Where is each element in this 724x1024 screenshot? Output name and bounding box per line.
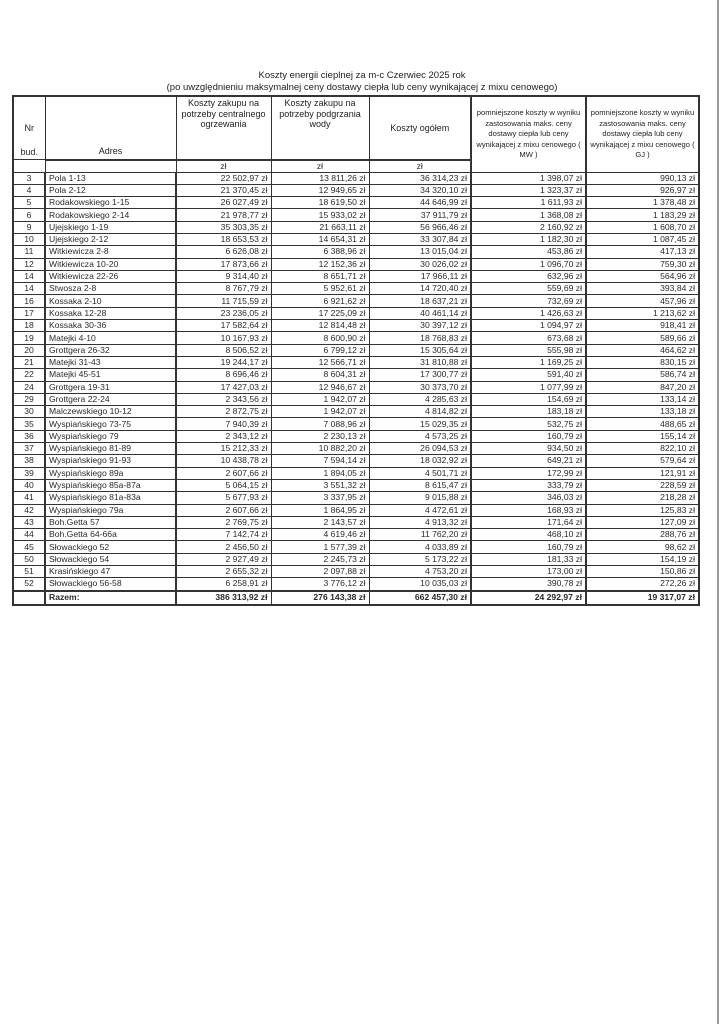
- cell-cwu: 12 949,65 zł: [271, 184, 369, 196]
- cell-total: 10 035,03 zł: [369, 578, 471, 591]
- cell-cwu: 8 604,31 zł: [271, 369, 369, 381]
- cell-total: 4 033,89 zł: [369, 541, 471, 553]
- cell-cwu: 6 388,96 zł: [271, 246, 369, 258]
- totals-total: 662 457,30 zł: [369, 591, 471, 605]
- cell-total: 30 026,02 zł: [369, 258, 471, 270]
- cell-mw: 632,96 zł: [471, 270, 586, 282]
- cell-total: 4 472,61 zł: [369, 504, 471, 516]
- cell-mw: 160,79 zł: [471, 541, 586, 553]
- cell-mw: 468,10 zł: [471, 529, 586, 541]
- table-row: [13, 381, 699, 393]
- cell-total: 18 768,83 zł: [369, 332, 471, 344]
- totals-co: 386 313,92 zł: [176, 591, 271, 605]
- cell-address: Kossaka 30-36: [45, 320, 176, 332]
- cell-nr: 10: [13, 233, 45, 245]
- cell-cwu: 3 776,12 zł: [271, 578, 369, 591]
- cell-mw: 1 323,37 zł: [471, 184, 586, 196]
- cell-address: Krasińskiego 47: [45, 566, 176, 578]
- cell-nr: 42: [13, 504, 45, 516]
- cell-cwu: 2 143,57 zł: [271, 516, 369, 528]
- table-body: [13, 172, 699, 605]
- cell-address: Pola 2-12: [45, 184, 176, 196]
- cell-co: 5 677,93 zł: [176, 492, 271, 504]
- cell-mw: 183,18 zł: [471, 406, 586, 418]
- cell-cwu: 14 654,31 zł: [271, 233, 369, 245]
- cell-cwu: 18 619,50 zł: [271, 197, 369, 209]
- cell-co: 2 343,12 zł: [176, 430, 271, 442]
- cell-co: 35 303,35 zł: [176, 221, 271, 233]
- cell-address: Wyspiańskiego 79: [45, 430, 176, 442]
- totals-cwu: 276 143,38 zł: [271, 591, 369, 605]
- cell-mw: 1 169,25 zł: [471, 356, 586, 368]
- table-row: [13, 529, 699, 541]
- header-cwu-costs: Koszty zakupu na potrzeby podgrzania wody: [271, 96, 369, 160]
- document-subtitle: (po uwzględnieniu maksymalnej ceny dostawy ciepła lub ceny wynikającej z mixu cenowego): [166, 82, 558, 93]
- cell-cwu: 7 088,96 zł: [271, 418, 369, 430]
- cell-mw: 154,69 zł: [471, 393, 586, 405]
- cell-gj: 98,62 zł: [586, 541, 699, 553]
- cell-mw: 1 094,97 zł: [471, 320, 586, 332]
- cell-cwu: 17 225,09 zł: [271, 307, 369, 319]
- cell-address: Grottgera 19-31: [45, 381, 176, 393]
- cell-gj: 218,28 zł: [586, 492, 699, 504]
- cell-address: Kossaka 2-10: [45, 295, 176, 307]
- cell-total: 15 305,64 zł: [369, 344, 471, 356]
- cell-total: 4 285,63 zł: [369, 393, 471, 405]
- cell-cwu: 4 619,46 zł: [271, 529, 369, 541]
- cell-cwu: 21 663,11 zł: [271, 221, 369, 233]
- cell-co: 17 873,66 zł: [176, 258, 271, 270]
- cell-cwu: 2 097,88 zł: [271, 566, 369, 578]
- cell-address: Witkiewicza 22-26: [45, 270, 176, 282]
- cell-nr: 38: [13, 455, 45, 467]
- cell-address: Wyspiańskiego 85a-87a: [45, 479, 176, 491]
- cell-co: 2 607,66 zł: [176, 467, 271, 479]
- cell-mw: 1 182,30 zł: [471, 233, 586, 245]
- cell-nr: 50: [13, 553, 45, 565]
- cell-nr: 22: [13, 369, 45, 381]
- cell-co: 7 142,74 zł: [176, 529, 271, 541]
- cell-gj: 155,14 zł: [586, 430, 699, 442]
- cell-cwu: 12 566,71 zł: [271, 356, 369, 368]
- totals-gj: 19 317,07 zł: [586, 591, 699, 605]
- cell-mw: 532,75 zł: [471, 418, 586, 430]
- cell-address: Matejki 4-10: [45, 332, 176, 344]
- cell-co: 2 343,56 zł: [176, 393, 271, 405]
- table-row: [13, 295, 699, 307]
- cell-address: Malczewskiego 10-12: [45, 406, 176, 418]
- table-row: [13, 258, 699, 270]
- table-row: [13, 443, 699, 455]
- cell-co: 2 607,66 zł: [176, 504, 271, 516]
- cell-mw: 160,79 zł: [471, 430, 586, 442]
- cell-mw: 1 368,08 zł: [471, 209, 586, 221]
- page-edge-line: [717, 0, 719, 1024]
- cell-address: Wyspiańskiego 81-89: [45, 443, 176, 455]
- cell-nr: 35: [13, 418, 45, 430]
- cell-gj: 918,41 zł: [586, 320, 699, 332]
- cell-gj: 125,83 zł: [586, 504, 699, 516]
- cell-total: 56 966,46 zł: [369, 221, 471, 233]
- cell-mw: 1 398,07 zł: [471, 172, 586, 184]
- cell-nr: 44: [13, 529, 45, 541]
- cell-gj: 1 087,45 zł: [586, 233, 699, 245]
- cell-address: Ujejskiego 2-12: [45, 233, 176, 245]
- header-reduced-gj: pomniejszone koszty w wyniku zastosowania maks. ceny dostawy ciepła lub ceny wynikającej z mixu cenowego ( GJ ): [586, 96, 699, 172]
- cell-cwu: 3 551,32 zł: [271, 479, 369, 491]
- cell-nr: 21: [13, 356, 45, 368]
- cell-co: 15 212,33 zł: [176, 443, 271, 455]
- cell-address: Pola 1-13: [45, 172, 176, 184]
- cell-cwu: 12 946,67 zł: [271, 381, 369, 393]
- cell-address: Matejki 45-51: [45, 369, 176, 381]
- cell-nr: 29: [13, 393, 45, 405]
- table-row: [13, 184, 699, 196]
- cell-gj: 457,96 zł: [586, 295, 699, 307]
- cell-gj: 272,26 zł: [586, 578, 699, 591]
- costs-table: [12, 95, 700, 606]
- cell-mw: 390,78 zł: [471, 578, 586, 591]
- cell-nr: 9: [13, 221, 45, 233]
- cell-nr: 24: [13, 381, 45, 393]
- cell-nr: 19: [13, 332, 45, 344]
- cell-nr: 4: [13, 184, 45, 196]
- cell-cwu: 6 799,12 zł: [271, 344, 369, 356]
- cell-total: 18 637,21 zł: [369, 295, 471, 307]
- header-nr: Nr: [13, 96, 45, 160]
- table-row: [13, 233, 699, 245]
- cell-gj: 564,96 zł: [586, 270, 699, 282]
- cell-total: 14 720,40 zł: [369, 283, 471, 295]
- cell-mw: 172,99 zł: [471, 467, 586, 479]
- cell-gj: 822,10 zł: [586, 443, 699, 455]
- cell-co: 2 655,32 zł: [176, 566, 271, 578]
- cell-mw: 333,79 zł: [471, 479, 586, 491]
- cell-total: 33 307,84 zł: [369, 233, 471, 245]
- units-nr-bud: bud.: [13, 160, 45, 173]
- table-row: [13, 344, 699, 356]
- cell-address: Rodakowskiego 1-15: [45, 197, 176, 209]
- cell-gj: 847,20 zł: [586, 381, 699, 393]
- cell-gj: 589,66 zł: [586, 332, 699, 344]
- cell-gj: 579,64 zł: [586, 455, 699, 467]
- cell-nr: 14: [13, 270, 45, 282]
- cell-nr: 3: [13, 172, 45, 184]
- table-row: [13, 566, 699, 578]
- cell-cwu: 1 894,05 zł: [271, 467, 369, 479]
- cell-gj: 926,97 zł: [586, 184, 699, 196]
- cell-address: Słowackiego 56-58: [45, 578, 176, 591]
- cell-co: 9 314,40 zł: [176, 270, 271, 282]
- table-row: [13, 541, 699, 553]
- cell-total: 26 094,53 zł: [369, 443, 471, 455]
- table-row: [13, 393, 699, 405]
- cell-nr: 11: [13, 246, 45, 258]
- units-address-empty: [45, 160, 176, 173]
- table-row: [13, 504, 699, 516]
- cell-nr: 39: [13, 467, 45, 479]
- cell-gj: 417,13 zł: [586, 246, 699, 258]
- cell-mw: 181,33 zł: [471, 553, 586, 565]
- cell-total: 37 911,79 zł: [369, 209, 471, 221]
- cell-mw: 1 611,93 zł: [471, 197, 586, 209]
- cell-gj: 154,19 zł: [586, 553, 699, 565]
- cell-cwu: 1 942,07 zł: [271, 406, 369, 418]
- cell-nr: 12: [13, 258, 45, 270]
- cell-cwu: 1 864,95 zł: [271, 504, 369, 516]
- table-row: [13, 307, 699, 319]
- cell-gj: 150,86 zł: [586, 566, 699, 578]
- table-row: [13, 553, 699, 565]
- cell-nr: 16: [13, 295, 45, 307]
- table-row: [13, 270, 699, 282]
- cell-total: 4 573,25 zł: [369, 430, 471, 442]
- cell-co: 8 506,52 zł: [176, 344, 271, 356]
- cell-gj: 488,65 zł: [586, 418, 699, 430]
- cell-co: 6 626,08 zł: [176, 246, 271, 258]
- totals-label: Razem:: [45, 591, 176, 605]
- units-total: zł: [369, 160, 471, 173]
- cell-address: Grottgera 22-24: [45, 393, 176, 405]
- table-row: [13, 578, 699, 591]
- table-row: [13, 221, 699, 233]
- cell-co: 17 582,64 zł: [176, 320, 271, 332]
- table-row: [13, 406, 699, 418]
- cell-co: 19 244,17 zł: [176, 356, 271, 368]
- cell-address: Boh.Getta 64-66a: [45, 529, 176, 541]
- cell-nr: 43: [13, 516, 45, 528]
- cell-total: 4 501,71 zł: [369, 467, 471, 479]
- cell-nr: 36: [13, 430, 45, 442]
- cell-total: 5 173,22 zł: [369, 553, 471, 565]
- cell-gj: 759,30 zł: [586, 258, 699, 270]
- cell-total: 31 810,88 zł: [369, 356, 471, 368]
- cell-mw: 2 160,92 zł: [471, 221, 586, 233]
- cell-gj: 464,62 zł: [586, 344, 699, 356]
- cell-total: 18 032,92 zł: [369, 455, 471, 467]
- cell-nr: 17: [13, 307, 45, 319]
- cell-nr: 52: [13, 578, 45, 591]
- cell-mw: 649,21 zł: [471, 455, 586, 467]
- cell-gj: 1 183,29 zł: [586, 209, 699, 221]
- cell-total: 4 814,82 zł: [369, 406, 471, 418]
- table-row: [13, 283, 699, 295]
- cell-gj: 127,09 zł: [586, 516, 699, 528]
- cell-gj: 288,76 zł: [586, 529, 699, 541]
- cell-address: Wyspiańskiego 79a: [45, 504, 176, 516]
- cell-co: 23 236,05 zł: [176, 307, 271, 319]
- cell-total: 15 029,35 zł: [369, 418, 471, 430]
- cell-mw: 1 426,63 zł: [471, 307, 586, 319]
- cell-total: 4 913,32 zł: [369, 516, 471, 528]
- cell-mw: 559,69 zł: [471, 283, 586, 295]
- header-co-costs: Koszty zakupu na potrzeby centralnego ogrzewania: [176, 96, 271, 160]
- cell-mw: 453,86 zł: [471, 246, 586, 258]
- cell-total: 34 320,10 zł: [369, 184, 471, 196]
- cell-total: 17 300,77 zł: [369, 369, 471, 381]
- units-co: zł: [176, 160, 271, 173]
- cell-co: 2 456,50 zł: [176, 541, 271, 553]
- cell-gj: 586,74 zł: [586, 369, 699, 381]
- table-row: [13, 418, 699, 430]
- units-cwu: zł: [271, 160, 369, 173]
- cell-co: 2 927,49 zł: [176, 553, 271, 565]
- cell-cwu: 15 933,02 zł: [271, 209, 369, 221]
- table-row: [13, 492, 699, 504]
- totals-row: [13, 591, 699, 605]
- cell-cwu: 12 814,48 zł: [271, 320, 369, 332]
- cell-nr-empty: [13, 591, 45, 605]
- cell-co: 2 872,75 zł: [176, 406, 271, 418]
- cell-gj: 133,18 zł: [586, 406, 699, 418]
- cell-address: Wyspiańskiego 73-75: [45, 418, 176, 430]
- table-row: [13, 516, 699, 528]
- cell-gj: 1 378,48 zł: [586, 197, 699, 209]
- cell-gj: 228,59 zł: [586, 479, 699, 491]
- table-row: [13, 369, 699, 381]
- cell-gj: 1 213,62 zł: [586, 307, 699, 319]
- cell-total: 13 015,04 zł: [369, 246, 471, 258]
- table-row: [13, 320, 699, 332]
- cell-cwu: 6 921,62 zł: [271, 295, 369, 307]
- cell-address: Stwosza 2-8: [45, 283, 176, 295]
- cell-cwu: 8 651,71 zł: [271, 270, 369, 282]
- cell-address: Słowackiego 54: [45, 553, 176, 565]
- cell-address: Boh.Getta 57: [45, 516, 176, 528]
- document-title: Koszty energii cieplnej za m-c Czerwiec 2025 rok: [258, 70, 466, 81]
- cell-cwu: 5 952,61 zł: [271, 283, 369, 295]
- cell-nr: 51: [13, 566, 45, 578]
- cell-co: 2 769,75 zł: [176, 516, 271, 528]
- cell-mw: 168,93 zł: [471, 504, 586, 516]
- cell-mw: 673,68 zł: [471, 332, 586, 344]
- cell-mw: 591,40 zł: [471, 369, 586, 381]
- cell-cwu: 13 811,26 zł: [271, 172, 369, 184]
- cell-nr: 14: [13, 283, 45, 295]
- cell-co: 22 502,97 zł: [176, 172, 271, 184]
- cell-address: Słowackiego 52: [45, 541, 176, 553]
- table-row: [13, 467, 699, 479]
- cell-cwu: 1 942,07 zł: [271, 393, 369, 405]
- cell-co: 18 653,53 zł: [176, 233, 271, 245]
- cell-mw: 171,64 zł: [471, 516, 586, 528]
- cell-total: 44 646,99 zł: [369, 197, 471, 209]
- cell-total: 17 966,11 zł: [369, 270, 471, 282]
- table-row: [13, 197, 699, 209]
- cell-nr: 41: [13, 492, 45, 504]
- cell-co: 5 064,15 zł: [176, 479, 271, 491]
- cell-address: Matejki 31-43: [45, 356, 176, 368]
- header-total-costs: Koszty ogółem: [369, 96, 471, 160]
- table-row: [13, 356, 699, 368]
- cell-nr: 20: [13, 344, 45, 356]
- table-row: [13, 246, 699, 258]
- cell-total: 9 015,88 zł: [369, 492, 471, 504]
- cell-mw: 1 077,99 zł: [471, 381, 586, 393]
- cell-total: 36 314,23 zł: [369, 172, 471, 184]
- table-row: [13, 172, 699, 184]
- cell-co: 10 438,78 zł: [176, 455, 271, 467]
- cell-co: 11 715,59 zł: [176, 295, 271, 307]
- cell-gj: 133,14 zł: [586, 393, 699, 405]
- cell-co: 21 370,45 zł: [176, 184, 271, 196]
- cell-nr: 37: [13, 443, 45, 455]
- cell-nr: 45: [13, 541, 45, 553]
- table-row: [13, 455, 699, 467]
- cell-co: 10 167,93 zł: [176, 332, 271, 344]
- table-row: [13, 209, 699, 221]
- cell-mw: 732,69 zł: [471, 295, 586, 307]
- cell-address: Grottgera 26-32: [45, 344, 176, 356]
- cell-nr: 30: [13, 406, 45, 418]
- cell-cwu: 8 600,90 zł: [271, 332, 369, 344]
- header-address: Adres: [45, 96, 176, 160]
- cell-total: 30 373,70 zł: [369, 381, 471, 393]
- cell-address: Kossaka 12-28: [45, 307, 176, 319]
- cell-mw: 555,98 zł: [471, 344, 586, 356]
- cell-address: Witkiewicza 10-20: [45, 258, 176, 270]
- cell-cwu: 2 230,13 zł: [271, 430, 369, 442]
- cell-address: Wyspiańskiego 81a-83a: [45, 492, 176, 504]
- cell-gj: 121,91 zł: [586, 467, 699, 479]
- table-row: [13, 430, 699, 442]
- cell-nr: 6: [13, 209, 45, 221]
- cell-gj: 830,15 zł: [586, 356, 699, 368]
- cell-mw: 346,03 zł: [471, 492, 586, 504]
- cell-gj: 1 608,70 zł: [586, 221, 699, 233]
- cell-co: 17 427,03 zł: [176, 381, 271, 393]
- totals-mw: 24 292,97 zł: [471, 591, 586, 605]
- cell-cwu: 7 594,14 zł: [271, 455, 369, 467]
- cell-nr: 40: [13, 479, 45, 491]
- cell-address: Ujejskiego 1-19: [45, 221, 176, 233]
- cell-mw: 1 096,70 zł: [471, 258, 586, 270]
- cell-address: Wyspiańskiego 89a: [45, 467, 176, 479]
- cell-address: Wyspiańskiego 91-93: [45, 455, 176, 467]
- table-row: [13, 332, 699, 344]
- cell-cwu: 10 882,20 zł: [271, 443, 369, 455]
- cell-total: 4 753,20 zł: [369, 566, 471, 578]
- header-row: [13, 96, 699, 160]
- cell-cwu: 1 577,39 zł: [271, 541, 369, 553]
- cell-address: Witkiewicza 2-8: [45, 246, 176, 258]
- cell-co: 6 258,91 zł: [176, 578, 271, 591]
- cell-nr: 5: [13, 197, 45, 209]
- header-reduced-mw: pomniejszone koszty w wyniku zastosowania maks. ceny dostawy ciepła lub ceny wynikającej z mixu cenowego ( MW ): [471, 96, 586, 172]
- cell-nr: 18: [13, 320, 45, 332]
- cell-gj: 393,84 zł: [586, 283, 699, 295]
- cell-co: 8 767,79 zł: [176, 283, 271, 295]
- cell-co: 21 978,77 zł: [176, 209, 271, 221]
- cell-mw: 934,50 zł: [471, 443, 586, 455]
- cell-address: Rodakowskiego 2-14: [45, 209, 176, 221]
- cell-co: 8 696,46 zł: [176, 369, 271, 381]
- cell-co: 26 027,49 zł: [176, 197, 271, 209]
- cell-mw: 173,00 zł: [471, 566, 586, 578]
- cell-total: 8 615,47 zł: [369, 479, 471, 491]
- cell-total: 30 397,12 zł: [369, 320, 471, 332]
- cell-cwu: 12 152,36 zł: [271, 258, 369, 270]
- cell-total: 40 461,14 zł: [369, 307, 471, 319]
- cell-cwu: 2 245,73 zł: [271, 553, 369, 565]
- table-row: [13, 479, 699, 491]
- cell-co: 7 940,39 zł: [176, 418, 271, 430]
- cell-cwu: 3 337,95 zł: [271, 492, 369, 504]
- cell-total: 11 762,20 zł: [369, 529, 471, 541]
- cell-gj: 990,13 zł: [586, 172, 699, 184]
